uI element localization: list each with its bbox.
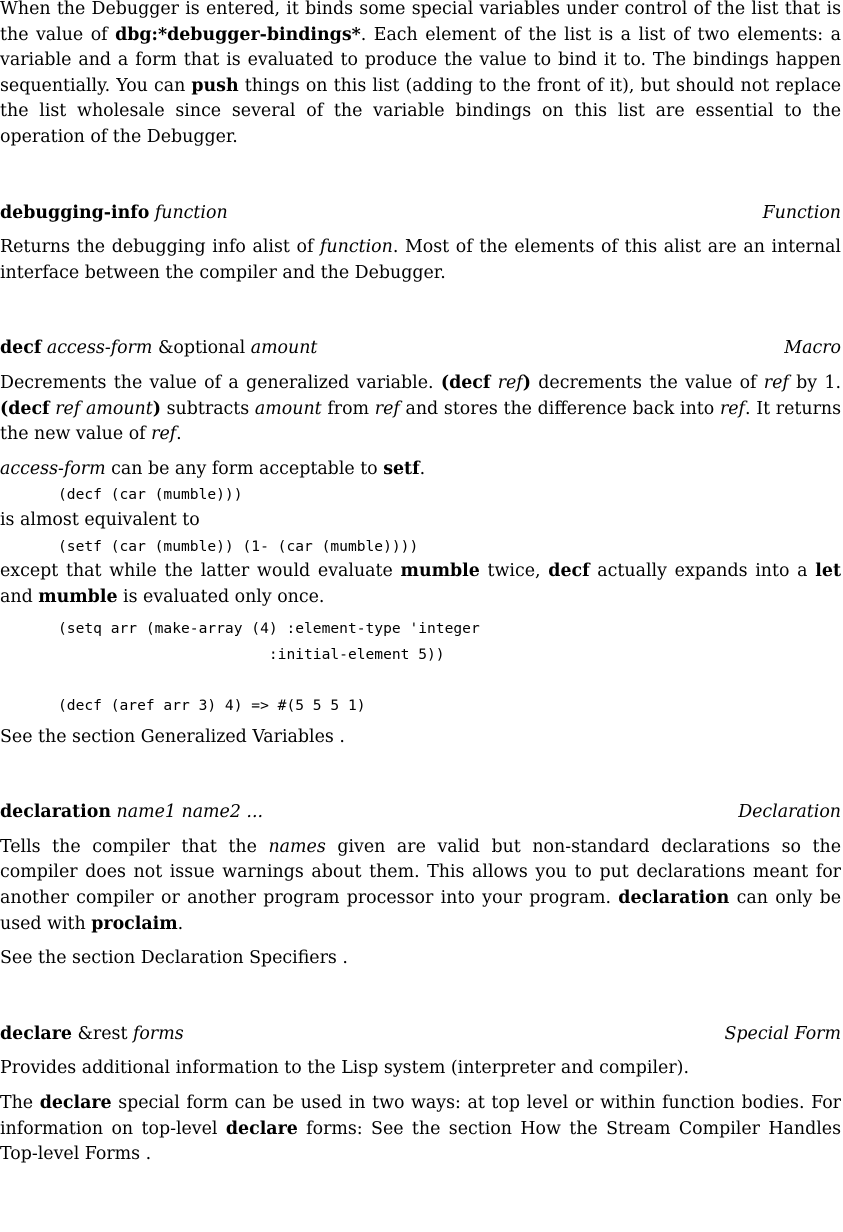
debugging-info-name: debugging-info xyxy=(0,202,150,223)
decf-see-also: See the section Generalized Variables . xyxy=(0,726,345,747)
declare-header: declare &rest forms Special Form xyxy=(0,1022,841,1048)
declaration-args: name1 name2 ... xyxy=(116,802,264,823)
decf-equivalent-text: is almost equivalent to xyxy=(0,509,200,530)
declaration-see-also: See the section Declaration Specifiers . xyxy=(0,948,348,969)
declaration-description: Tells the compiler that the names given are valid but non-standard declarations so the compiler does not issue warnings about them. This allows you to put declarations meant for another compiler or another program processor into your program. declaration can only be used with proclaim. xyxy=(0,836,842,934)
decf-category: Macro xyxy=(784,338,841,359)
debugging-info-args: function xyxy=(154,202,228,223)
decf-name: decf xyxy=(0,338,42,359)
decf-code-example-2: (setf (car (mumble)) (1- (car (mumble)))) xyxy=(58,537,419,555)
declaration-header xyxy=(0,800,841,826)
intro-paragraph: When the Debugger is entered, it binds some special variables under control of the list that is the value of dbg:*debugger-bindings*. Each element of the list is a list of two elements: a variable and a form that is evaluated to produce the value to bind it to. The bindings happen sequentially. You can push things on this list (adding to the front of it), but should not replace the list wholesale since several of the variable bindings on this list are essential to the operation of the Debugger. xyxy=(0,0,841,147)
debugging-info-description: Returns the debugging info alist of function. Most of the elements of this alist are an internal interface between the compiler and the Debugger. xyxy=(0,237,841,283)
decf-code-example-3: (setq arr (make-array (4) :element-type 'integer :initial-element 5)) (decf (aref arr 3) 4) => #(5 5 5 1) xyxy=(58,620,480,715)
push-keyword: push xyxy=(191,75,239,96)
declaration-category: Declaration xyxy=(738,802,841,823)
debugging-info-header xyxy=(0,201,841,227)
decf-code-example-1: (decf (car (mumble))) xyxy=(58,486,243,504)
decf-expansion-note: except that while the latter would evaluate mumble twice, decf actually expands into a let and mumble is evaluated only once. xyxy=(0,561,841,607)
decf-header: decf access-form &optional amount Macro xyxy=(0,336,841,362)
decf-access-form-note: access-form can be any form acceptable to setf. xyxy=(0,458,426,479)
declare-category: Special Form xyxy=(724,1023,841,1044)
declare-name: declare xyxy=(0,1023,72,1044)
declaration-name: declaration xyxy=(0,802,112,823)
declare-usage: The declare special form can be used in two ways: at top level or within function bodies. For information on top-level declare forms: See the section How the Stream Compiler Handles Top-level Forms . xyxy=(0,1093,841,1165)
debugging-info-category: Function xyxy=(762,202,841,223)
decf-description: Decrements the value of a generalized variable. (decf ref) decrements the value of ref by 1. (decf ref amount) subtracts amount from ref and stores the difference back into ref. It returns the new value of ref. xyxy=(0,372,842,445)
debugger-bindings-var: dbg:*debugger-bindings* xyxy=(115,24,361,45)
declare-description: Provides additional information to the Lisp system (interpreter and compiler). xyxy=(0,1058,689,1079)
